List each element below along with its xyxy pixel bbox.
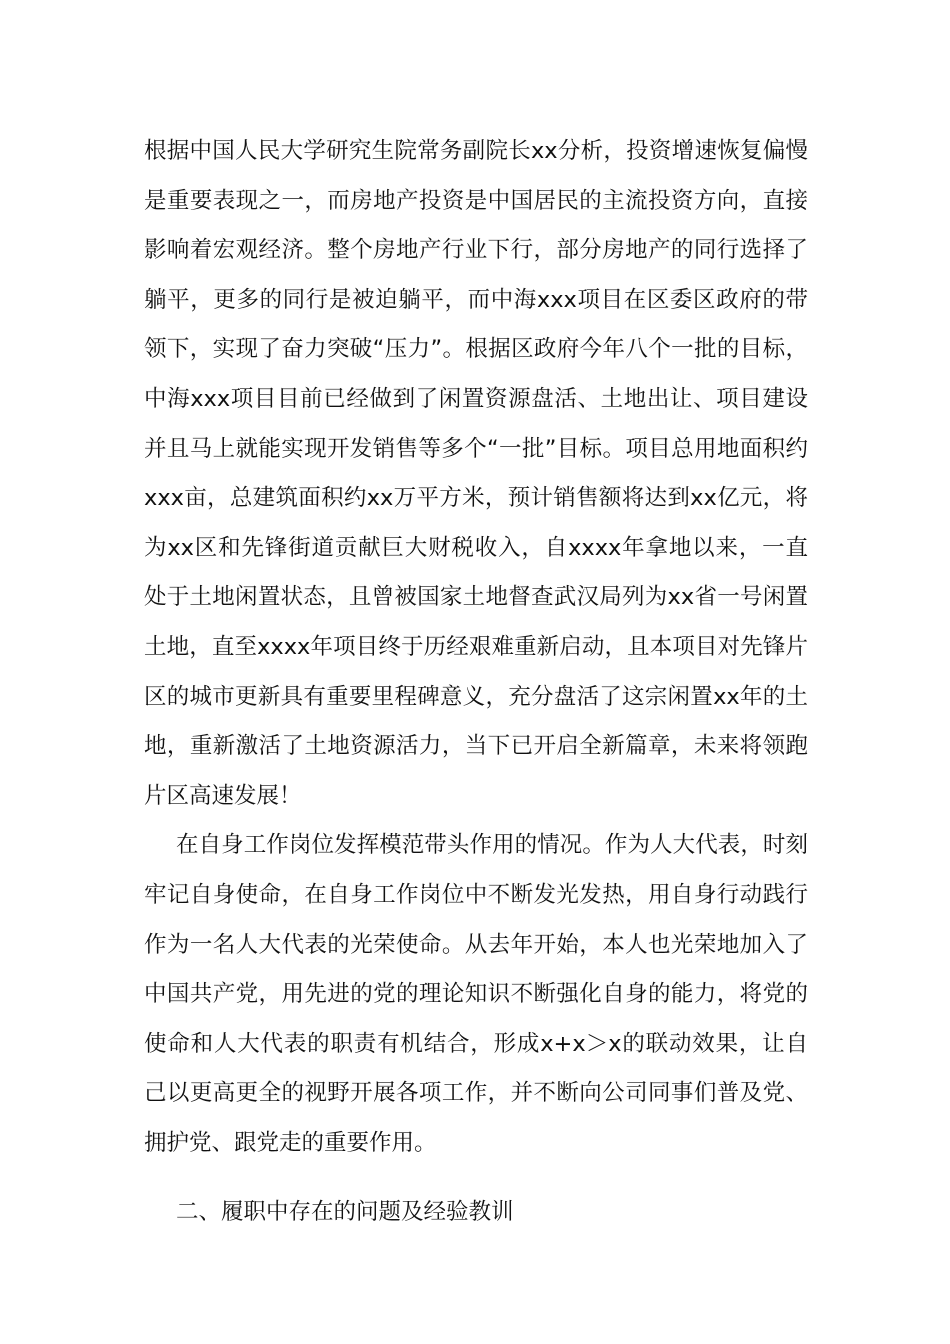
paragraph-exemplary-role: 在自身工作岗位发挥模范带头作用的情况。作为人大代表，时刻牢记自身使命，在自身工作岗位中不断发光发热，用自身行动践行作为一名人大代表的光荣使命。从去年开始，本人也光荣地加入了中国共产党，用先进的党的理论知识不断强化自身的能力，将党的使命和人大代表的职责有机结合，形成x+x＞x的联动效果，让自己以更高更全的视野开展各项工作，并不断向公司同事们普及党、拥护党、跟党走的重要作用。 bbox=[144, 832, 808, 1156]
paragraph-investment-analysis: 根据中国人民大学研究生院常务副院长xx分析，投资增速恢复偏慢是重要表现之一，而房地产投资是中国居民的主流投资方向，直接影响着宏观经济。整个房地产行业下行，部分房地产的同行选择了躺平，更多的同行是被迫躺平，而中海xxx项目在区委区政府的带领下，实现了奋力突破“压力”。根据区政府今年八个一批的目标，中海xxx项目目前已经做到了闲置资源盘活、土地出让、项目建设并且马上就能实现开发销售等多个“一批”目标。项目总用地面积约xxx亩，总建筑面积约xx万平方米，预计销售额将达到xx亿元，将为xx区和先锋街道贡献巨大财税收入，自xxxx年拿地以来，一直处于土地闲置状态，且曾被国家土地督查武汉局列为xx省一号闲置土地，直至xxxx年项目终于历经艰难重新启动，且本项目对先锋片区的城市更新具有重要里程碑意义，充分盘活了这宗闲置xx年的土地，重新激活了土地资源活力，当下已开启全新篇章，未来将领跑片区高速发展！ bbox=[144, 138, 808, 809]
section-heading: 二、履职中存在的问题及经验教训 bbox=[176, 1199, 514, 1226]
document-body bbox=[144, 127, 808, 1238]
